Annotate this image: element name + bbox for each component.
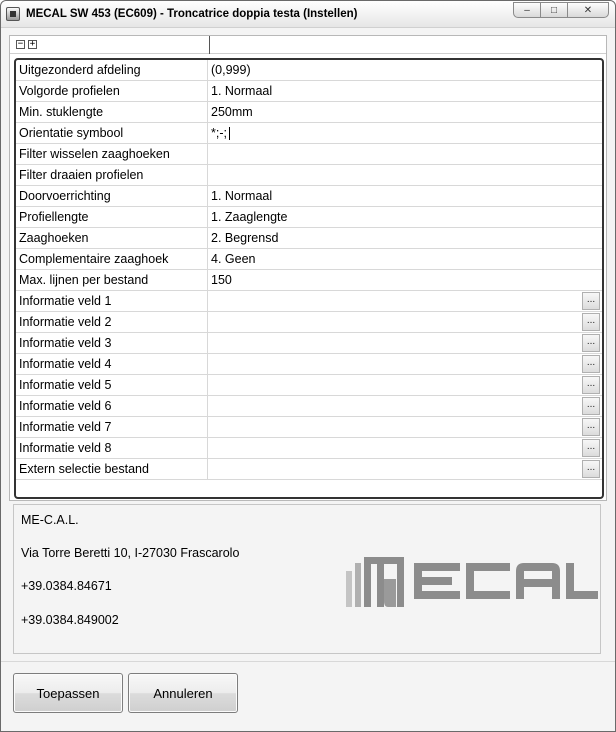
property-value[interactable] — [208, 333, 602, 353]
property-value[interactable] — [208, 417, 602, 437]
property-value[interactable]: 1. Normaal — [211, 84, 273, 98]
property-value[interactable] — [208, 144, 602, 164]
close-button[interactable]: ✕ — [567, 2, 609, 18]
ellipsis-button[interactable]: ... — [582, 397, 600, 415]
text-cursor — [229, 127, 230, 140]
property-label: Profiellengte — [16, 207, 208, 227]
property-label: Doorvoerrichting — [16, 186, 208, 206]
property-label: Filter draaien profielen — [16, 165, 208, 185]
property-row[interactable] — [16, 375, 602, 396]
ellipsis-button[interactable]: ... — [582, 313, 600, 331]
property-value[interactable]: (0,999) — [211, 63, 251, 77]
apply-button[interactable]: Toepassen — [13, 673, 123, 713]
window-controls — [514, 2, 609, 18]
property-label: Uitgezonderd afdeling — [16, 60, 208, 80]
property-label: Informatie veld 1 — [16, 291, 208, 311]
property-label: Informatie veld 5 — [16, 375, 208, 395]
property-label: Filter wisselen zaaghoeken — [16, 144, 208, 164]
logo-letters — [414, 563, 598, 599]
ellipsis-button[interactable]: ... — [582, 439, 600, 457]
property-row[interactable] — [16, 396, 602, 417]
property-row[interactable] — [16, 81, 602, 102]
property-label: Informatie veld 2 — [16, 312, 208, 332]
property-value[interactable] — [208, 438, 602, 458]
property-row[interactable] — [16, 312, 602, 333]
property-value[interactable] — [208, 396, 602, 416]
property-grid — [14, 58, 604, 499]
property-row[interactable] — [16, 186, 602, 207]
app-icon[interactable] — [6, 7, 20, 21]
cancel-button[interactable]: Annuleren — [128, 673, 238, 713]
property-value[interactable]: 2. Begrensd — [211, 231, 279, 245]
property-label: Informatie veld 4 — [16, 354, 208, 374]
collapse-all-icon[interactable]: − — [17, 39, 24, 49]
minimize-button[interactable]: – — [513, 2, 541, 18]
ellipsis-button[interactable]: ... — [582, 376, 600, 394]
property-row[interactable] — [16, 270, 602, 291]
property-row[interactable] — [16, 207, 602, 228]
company-name: ME-C.A.L. — [21, 513, 79, 527]
property-value[interactable]: 1. Zaaglengte — [211, 210, 288, 224]
property-row[interactable] — [16, 249, 602, 270]
property-row[interactable] — [16, 354, 602, 375]
property-row[interactable] — [16, 123, 602, 144]
property-label: Informatie veld 8 — [16, 438, 208, 458]
company-phone: +39.0384.84671 — [21, 579, 112, 593]
grid-toolbar — [10, 36, 606, 54]
property-value[interactable] — [208, 354, 602, 374]
property-label: Min. stuklengte — [16, 102, 208, 122]
property-value[interactable] — [208, 312, 602, 332]
property-value[interactable]: 4. Geen — [211, 252, 256, 266]
property-label: Informatie veld 7 — [16, 417, 208, 437]
company-info-panel — [13, 504, 601, 654]
property-row[interactable] — [16, 291, 602, 312]
ellipsis-button[interactable]: ... — [582, 460, 600, 478]
property-label: Extern selectie bestand — [16, 459, 208, 479]
property-value[interactable] — [208, 459, 602, 479]
property-row[interactable] — [16, 165, 602, 186]
company-fax: +39.0384.849002 — [21, 613, 119, 627]
ellipsis-button[interactable]: ... — [582, 334, 600, 352]
expand-all-icon[interactable]: + — [29, 39, 36, 49]
property-row[interactable] — [16, 417, 602, 438]
property-label: Zaaghoeken — [16, 228, 208, 248]
property-row[interactable] — [16, 102, 602, 123]
property-value[interactable] — [208, 165, 602, 185]
company-address: Via Torre Beretti 10, I-27030 Frascarolo — [21, 546, 240, 560]
property-label: Volgorde profielen — [16, 81, 208, 101]
property-grid-panel — [9, 35, 607, 501]
property-label: Max. lijnen per bestand — [16, 270, 208, 290]
property-value[interactable] — [208, 291, 602, 311]
ellipsis-button[interactable]: ... — [582, 292, 600, 310]
property-value[interactable]: 1. Normaal — [211, 189, 273, 203]
property-value[interactable]: 150 — [211, 273, 232, 287]
logo-text: MECAL — [344, 549, 348, 550]
property-row[interactable] — [16, 459, 602, 480]
title-bar[interactable] — [1, 1, 615, 28]
ellipsis-button[interactable]: ... — [582, 418, 600, 436]
ellipsis-button[interactable]: ... — [582, 355, 600, 373]
property-row[interactable] — [16, 60, 602, 81]
column-divider[interactable] — [209, 36, 210, 54]
property-label: Orientatie symbool — [16, 123, 208, 143]
property-row[interactable] — [16, 438, 602, 459]
property-value[interactable]: 250mm — [211, 105, 253, 119]
property-row[interactable] — [16, 333, 602, 354]
property-value[interactable]: *;-; — [211, 126, 227, 140]
property-row[interactable] — [16, 228, 602, 249]
window-title: MECAL SW 453 (EC609) - Troncatrice doppia testa (Instellen) — [26, 8, 358, 20]
property-label: Informatie veld 3 — [16, 333, 208, 353]
maximize-button[interactable]: □ — [540, 2, 568, 18]
property-row[interactable] — [16, 144, 602, 165]
logo-m-mark — [346, 557, 404, 607]
property-value[interactable] — [208, 375, 602, 395]
property-label: Complementaire zaaghoek — [16, 249, 208, 269]
property-label: Informatie veld 6 — [16, 396, 208, 416]
mecal-logo — [344, 549, 600, 609]
footer-separator — [1, 661, 615, 662]
